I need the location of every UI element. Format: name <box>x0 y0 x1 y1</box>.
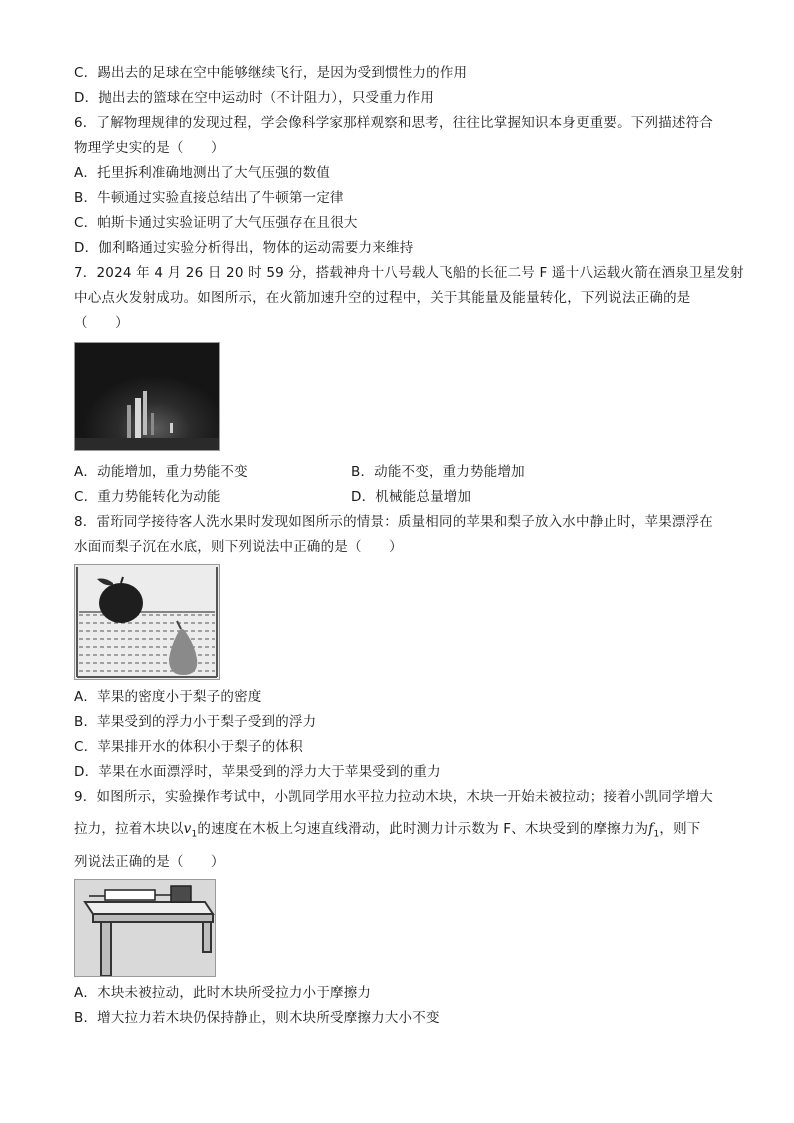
q6-option-c: C．帕斯卡通过实验证明了大气压强存在且很大 <box>74 215 358 231</box>
q9-text-pre: 拉力，拉着木块以 <box>74 821 184 837</box>
q9-option-b: B．增大拉力若木块仍保持静止，则木块所受摩擦力大小不变 <box>74 1010 440 1026</box>
q9-text-mid: 的速度在木板上匀速直线滑动，此时测力计示数为 F、木块受到的摩擦力为 <box>197 821 649 837</box>
question-9-stem-cont <box>74 820 700 844</box>
friction-symbol: f <box>648 821 654 837</box>
q8-option-d: D．苹果在水面漂浮时，苹果受到的浮力大于苹果受到的重力 <box>74 764 441 780</box>
q8-option-c: C．苹果排开水的体积小于梨子的体积 <box>74 739 303 755</box>
q9-text-post: ，则下 <box>659 821 701 837</box>
rocket-launch-image <box>74 342 220 451</box>
q8-option-a: A．苹果的密度小于梨子的密度 <box>74 689 262 705</box>
q9-option-a: A．木块未被拉动，此时木块所受拉力小于摩擦力 <box>74 985 372 1001</box>
q6-option-d: D．伽利略通过实验分析得出，物体的运动需要力来维持 <box>74 240 414 256</box>
friction-subscript: 1 <box>653 829 660 840</box>
block-friction-image <box>74 879 216 977</box>
question-6-stem: 6．了解物理规律的发现过程，学会像科学家那样观察和思考，往往比掌握知识本身更重要。下列描述符合 <box>74 115 713 131</box>
q8-option-b: B．苹果受到的浮力小于梨子受到的浮力 <box>74 714 317 730</box>
q6-option-a: A．托里拆利准确地测出了大气压强的数值 <box>74 165 331 181</box>
question-9-stem-end: 列说法正确的是（ ） <box>74 854 225 870</box>
question-8-stem-cont: 水面而梨子沉在水底，则下列说法中正确的是（ ） <box>74 539 403 555</box>
question-7-stem: 7．2024 年 4 月 26 日 20 时 59 分，搭载神舟十八号载人飞船的长征二号 F 遥十八运载火箭在酒泉卫星发射 <box>74 265 744 281</box>
velocity-symbol: v <box>183 821 192 837</box>
q7-option-b: B．动能不变，重力势能增加 <box>351 464 525 480</box>
velocity-subscript: 1 <box>191 829 198 840</box>
q7-option-d: D．机械能总量增加 <box>351 489 472 505</box>
question-9-stem: 9．如图所示，实验操作考试中，小凯同学用水平拉力拉动木块，木块一开始未被拉动；接着小凯同学增大 <box>74 789 713 805</box>
apple-pear-water-image <box>74 564 220 680</box>
question-6-stem-cont: 物理学史实的是（ ） <box>74 140 225 156</box>
question-7-stem-cont: 中心点火发射成功。如图所示，在火箭加速升空的过程中，关于其能量及能量转化，下列说法正确的是 <box>74 290 691 306</box>
q7-option-a: A．动能增加，重力势能不变 <box>74 464 248 480</box>
option-d-q5: D．抛出去的篮球在空中运动时（不计阻力），只受重力作用 <box>74 90 435 106</box>
question-7-blank: （ ） <box>74 315 129 331</box>
question-8-stem: 8．雷珩同学接待客人洗水果时发现如图所示的情景：质量相同的苹果和梨子放入水中静止时，苹果漂浮在 <box>74 514 713 530</box>
q6-option-b: B．牛顿通过实验直接总结出了牛顿第一定律 <box>74 190 344 206</box>
option-c-q5: C．踢出去的足球在空中能够继续飞行，是因为受到惯性力的作用 <box>74 65 468 81</box>
q7-option-c: C．重力势能转化为动能 <box>74 489 221 505</box>
